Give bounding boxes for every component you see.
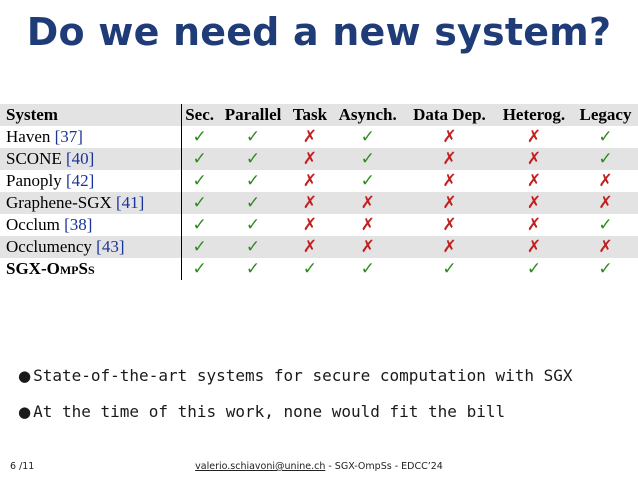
- cross-icon: ✗: [302, 171, 318, 191]
- check-icon: ✓: [360, 127, 375, 147]
- slide-title: Do we need a new system?: [26, 10, 612, 54]
- system-name-cell: [0, 148, 181, 170]
- table-row: [0, 192, 638, 214]
- check-icon: ✓: [360, 171, 375, 191]
- check-icon: ✓: [181, 236, 218, 258]
- system-name-cell: [0, 258, 181, 280]
- check-icon: ✓: [245, 127, 261, 147]
- check-icon: ✓: [598, 259, 613, 279]
- system-name-cell: [0, 214, 181, 236]
- footer-text: [0, 461, 638, 472]
- cross-icon: ✗: [331, 192, 404, 214]
- column-header: Data Dep.: [404, 104, 495, 126]
- cross-icon: ✗: [331, 236, 404, 258]
- check-icon: ✓: [218, 148, 289, 170]
- check-icon: ✓: [302, 259, 318, 279]
- check-icon: ✓: [192, 259, 207, 279]
- cross-icon: ✗: [288, 148, 331, 170]
- check-icon: ✓: [245, 171, 261, 191]
- cross-icon: ✗: [442, 215, 457, 235]
- cross-icon: ✗: [404, 148, 495, 170]
- citation-link[interactable]: [41]: [116, 193, 145, 212]
- cross-icon: ✗: [442, 171, 457, 191]
- check-icon: ✓: [245, 259, 261, 279]
- bullet-item: [18, 364, 573, 388]
- check-icon: ✓: [218, 236, 289, 258]
- column-header: Task: [288, 104, 331, 126]
- citation-link[interactable]: [42]: [65, 171, 95, 190]
- bullet-item: [18, 400, 573, 424]
- email-link[interactable]: valerio.schiavoni@unine.ch: [195, 461, 326, 472]
- table-row: [0, 148, 638, 170]
- system-name: Haven: [6, 127, 51, 146]
- system-name-cell: [0, 126, 181, 148]
- system-name: Occlum: [6, 215, 60, 234]
- check-icon: ✓: [218, 192, 289, 214]
- system-name-cell: [0, 192, 181, 214]
- bullet-text: State-of-the-art systems for secure computation with SGX: [33, 366, 573, 385]
- bullet-text: At the time of this work, none would fit the bill: [33, 402, 506, 421]
- cross-icon: ✗: [404, 192, 495, 214]
- cross-icon: ✗: [495, 148, 573, 170]
- check-icon: ✓: [192, 127, 207, 147]
- check-icon: ✓: [598, 215, 613, 235]
- cross-icon: ✗: [526, 171, 542, 191]
- check-icon: ✓: [192, 171, 207, 191]
- cross-icon: ✗: [288, 192, 331, 214]
- check-icon: ✓: [360, 259, 375, 279]
- page-number: 6 /11: [10, 461, 35, 472]
- cross-icon: ✗: [404, 236, 495, 258]
- table-row: [0, 170, 638, 192]
- bullet-icon: ●: [18, 403, 32, 421]
- cross-icon: ✗: [442, 127, 457, 147]
- check-icon: ✓: [598, 127, 613, 147]
- cross-icon: ✗: [598, 171, 613, 191]
- system-name-cell: [0, 236, 181, 258]
- cross-icon: ✗: [495, 236, 573, 258]
- check-icon: ✓: [192, 215, 207, 235]
- check-icon: ✓: [573, 148, 638, 170]
- bullet-icon: ●: [18, 367, 32, 385]
- citation-link[interactable]: [43]: [96, 237, 125, 256]
- footer-rest: - SGX-OmpSs - EDCC’24: [325, 461, 443, 472]
- citation-link[interactable]: [37]: [54, 127, 83, 146]
- cross-icon: ✗: [573, 236, 638, 258]
- comparison-table: [0, 104, 638, 280]
- system-name: Graphene-SGX: [6, 193, 112, 212]
- cross-icon: ✗: [360, 215, 375, 235]
- system-name: SCONE: [6, 149, 62, 168]
- table-row: [0, 236, 638, 258]
- cross-icon: ✗: [302, 127, 318, 147]
- cross-icon: ✗: [495, 192, 573, 214]
- cross-icon: ✗: [573, 192, 638, 214]
- table-header-row: [0, 104, 638, 126]
- cross-icon: ✗: [526, 127, 542, 147]
- cross-icon: ✗: [526, 215, 542, 235]
- column-header: System: [0, 104, 181, 126]
- table-row: [0, 126, 638, 148]
- system-name: Occlumency: [6, 237, 92, 256]
- check-icon: ✓: [181, 148, 218, 170]
- citation-link[interactable]: [40]: [65, 149, 95, 168]
- check-icon: ✓: [331, 148, 404, 170]
- table-row: [0, 214, 638, 236]
- column-header: Legacy: [573, 104, 638, 126]
- check-icon: ✓: [245, 215, 261, 235]
- system-name-cell: [0, 170, 181, 192]
- system-name: SGX-OmpSs: [6, 259, 95, 278]
- column-header: Sec.: [181, 104, 218, 126]
- check-icon: ✓: [442, 259, 457, 279]
- column-header: Parallel: [218, 104, 289, 126]
- citation-link[interactable]: [38]: [64, 215, 93, 234]
- column-header: Heterog.: [495, 104, 573, 126]
- system-name: Panoply: [6, 171, 62, 190]
- check-icon: ✓: [181, 192, 218, 214]
- cross-icon: ✗: [302, 215, 318, 235]
- column-header: Asynch.: [331, 104, 404, 126]
- cross-icon: ✗: [288, 236, 331, 258]
- bullet-list: [18, 364, 573, 436]
- table-row: [0, 258, 638, 280]
- check-icon: ✓: [526, 259, 542, 279]
